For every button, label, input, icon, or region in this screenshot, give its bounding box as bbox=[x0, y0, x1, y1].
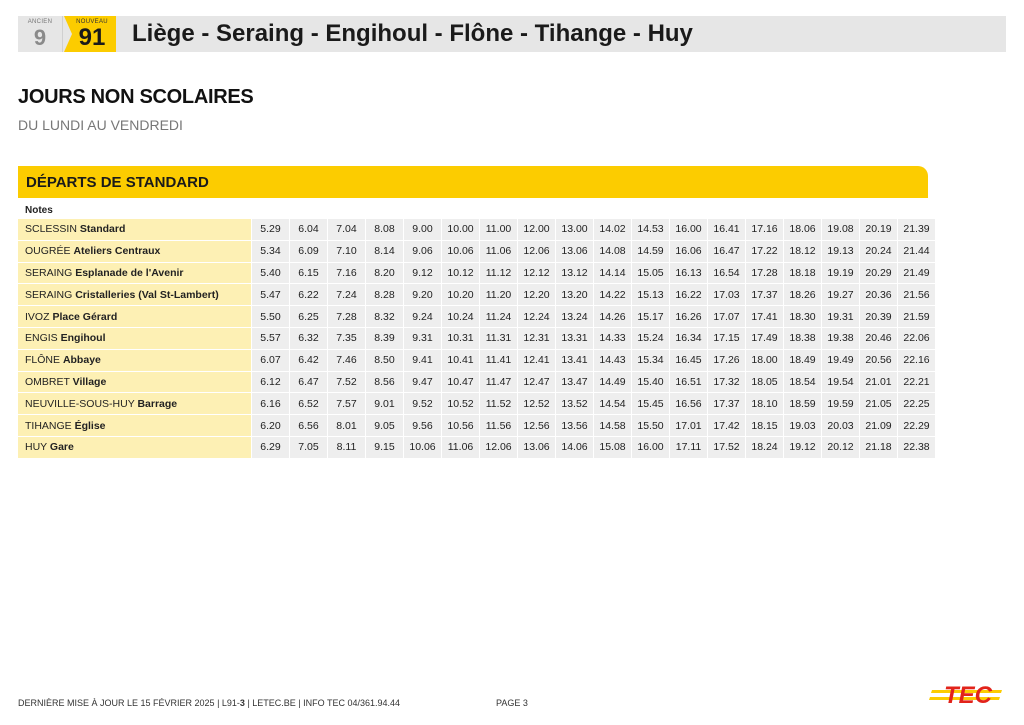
departure-time: 20.29 bbox=[860, 263, 898, 285]
departure-time: 21.18 bbox=[860, 437, 898, 459]
departure-time: 11.20 bbox=[480, 284, 518, 306]
departure-time: 8.20 bbox=[366, 263, 404, 285]
old-line-number: 9 bbox=[33, 25, 47, 50]
departure-time: 19.08 bbox=[822, 219, 860, 241]
departure-time: 19.38 bbox=[822, 328, 860, 350]
departure-time: 18.00 bbox=[746, 350, 784, 372]
route-header bbox=[18, 16, 1006, 52]
departure-time: 16.56 bbox=[670, 393, 708, 415]
stop-town: SCLESSIN bbox=[25, 223, 77, 236]
timetable bbox=[18, 219, 936, 459]
departure-time: 17.15 bbox=[708, 328, 746, 350]
departure-time: 13.20 bbox=[556, 284, 594, 306]
departure-time: 18.05 bbox=[746, 372, 784, 394]
departure-time: 18.26 bbox=[784, 284, 822, 306]
departure-time: 10.56 bbox=[442, 415, 480, 437]
departure-time: 11.41 bbox=[480, 350, 518, 372]
stop-label: Esplanade de l'Avenir bbox=[75, 266, 184, 279]
departure-time: 8.01 bbox=[328, 415, 366, 437]
departure-time: 11.31 bbox=[480, 328, 518, 350]
departure-time: 19.12 bbox=[784, 437, 822, 459]
stop-name bbox=[18, 263, 252, 285]
departure-time: 21.01 bbox=[860, 372, 898, 394]
departure-time: 11.52 bbox=[480, 393, 518, 415]
departure-time: 5.34 bbox=[252, 241, 290, 263]
departure-time: 22.21 bbox=[898, 372, 936, 394]
old-line-label: ANCIEN bbox=[27, 19, 53, 25]
departure-time: 6.56 bbox=[290, 415, 328, 437]
stop-label: Place Gérard bbox=[52, 310, 118, 323]
departure-time: 16.41 bbox=[708, 219, 746, 241]
departure-time: 9.15 bbox=[366, 437, 404, 459]
departure-time: 19.59 bbox=[822, 393, 860, 415]
departure-time: 15.50 bbox=[632, 415, 670, 437]
departure-time: 11.06 bbox=[480, 241, 518, 263]
departure-time: 10.41 bbox=[442, 350, 480, 372]
departure-time: 13.12 bbox=[556, 263, 594, 285]
departure-time: 7.28 bbox=[328, 306, 366, 328]
table-row bbox=[18, 263, 936, 285]
departure-time: 18.59 bbox=[784, 393, 822, 415]
stop-name bbox=[18, 284, 252, 306]
new-line-number: 91 bbox=[78, 24, 106, 51]
departure-time: 14.06 bbox=[556, 437, 594, 459]
departure-time: 7.10 bbox=[328, 241, 366, 263]
stop-name bbox=[18, 306, 252, 328]
departure-time: 19.19 bbox=[822, 263, 860, 285]
departure-time: 15.13 bbox=[632, 284, 670, 306]
table-row bbox=[18, 393, 936, 415]
departure-time: 6.12 bbox=[252, 372, 290, 394]
table-row bbox=[18, 219, 936, 241]
stop-label: Église bbox=[74, 419, 106, 432]
stop-label: Ateliers Centraux bbox=[73, 245, 161, 258]
departure-time: 20.19 bbox=[860, 219, 898, 241]
departure-time: 20.46 bbox=[860, 328, 898, 350]
timetable-body bbox=[18, 219, 936, 459]
section-title: JOURS NON SCOLAIRES bbox=[18, 86, 254, 108]
stop-town: NEUVILLE-SOUS-HUY bbox=[25, 397, 135, 410]
notes-label: Notes bbox=[25, 205, 53, 216]
footer-info-prefix: DERNIÈRE MISE À JOUR LE 15 FÉVRIER 2025 | L91- bbox=[18, 698, 240, 708]
stop-town: ENGIS bbox=[25, 332, 58, 345]
departures-label: DÉPARTS DE STANDARD bbox=[26, 174, 209, 191]
departure-time: 6.07 bbox=[252, 350, 290, 372]
departure-time: 6.25 bbox=[290, 306, 328, 328]
departure-time: 17.22 bbox=[746, 241, 784, 263]
departure-time: 17.07 bbox=[708, 306, 746, 328]
departure-time: 5.47 bbox=[252, 284, 290, 306]
departure-time: 9.24 bbox=[404, 306, 442, 328]
stop-name bbox=[18, 328, 252, 350]
departure-time: 10.00 bbox=[442, 219, 480, 241]
departure-time: 20.39 bbox=[860, 306, 898, 328]
departure-time: 13.06 bbox=[556, 241, 594, 263]
departure-time: 13.31 bbox=[556, 328, 594, 350]
table-row bbox=[18, 350, 936, 372]
departure-time: 6.29 bbox=[252, 437, 290, 459]
table-row bbox=[18, 437, 936, 459]
departure-time: 9.00 bbox=[404, 219, 442, 241]
stop-label: Village bbox=[72, 375, 107, 388]
departure-time: 6.22 bbox=[290, 284, 328, 306]
departure-time: 20.36 bbox=[860, 284, 898, 306]
stop-label: Abbaye bbox=[62, 354, 101, 367]
departure-time: 22.06 bbox=[898, 328, 936, 350]
departure-time: 8.56 bbox=[366, 372, 404, 394]
departure-time: 19.49 bbox=[822, 350, 860, 372]
departure-time: 6.47 bbox=[290, 372, 328, 394]
table-row bbox=[18, 241, 936, 263]
departure-time: 21.44 bbox=[898, 241, 936, 263]
stop-name bbox=[18, 415, 252, 437]
departure-time: 17.26 bbox=[708, 350, 746, 372]
departure-time: 19.03 bbox=[784, 415, 822, 437]
departure-time: 8.11 bbox=[328, 437, 366, 459]
stop-label: Standard bbox=[79, 223, 126, 236]
departure-time: 21.09 bbox=[860, 415, 898, 437]
departure-time: 19.13 bbox=[822, 241, 860, 263]
stop-name bbox=[18, 393, 252, 415]
departure-time: 9.47 bbox=[404, 372, 442, 394]
departure-time: 6.16 bbox=[252, 393, 290, 415]
departure-time: 9.01 bbox=[366, 393, 404, 415]
departure-time: 14.08 bbox=[594, 241, 632, 263]
departure-time: 10.06 bbox=[442, 241, 480, 263]
departure-time: 12.06 bbox=[518, 241, 556, 263]
departure-time: 16.51 bbox=[670, 372, 708, 394]
departure-time: 9.12 bbox=[404, 263, 442, 285]
new-line-badge bbox=[64, 16, 116, 52]
stop-label: Engihoul bbox=[60, 332, 106, 345]
departure-time: 18.06 bbox=[784, 219, 822, 241]
departure-time: 10.12 bbox=[442, 263, 480, 285]
stop-label: Barrage bbox=[137, 397, 178, 410]
departure-time: 12.56 bbox=[518, 415, 556, 437]
departure-time: 17.03 bbox=[708, 284, 746, 306]
stop-name bbox=[18, 219, 252, 241]
departure-time: 10.31 bbox=[442, 328, 480, 350]
departure-time: 13.24 bbox=[556, 306, 594, 328]
departure-time: 17.01 bbox=[670, 415, 708, 437]
departure-time: 6.04 bbox=[290, 219, 328, 241]
departure-time: 9.06 bbox=[404, 241, 442, 263]
route-title: Liège - Seraing - Engihoul - Flône - Tihange - Huy bbox=[132, 20, 693, 47]
departure-time: 20.03 bbox=[822, 415, 860, 437]
departure-time: 18.18 bbox=[784, 263, 822, 285]
departure-time: 9.56 bbox=[404, 415, 442, 437]
departure-time: 6.09 bbox=[290, 241, 328, 263]
departure-time: 16.00 bbox=[670, 219, 708, 241]
departure-time: 22.16 bbox=[898, 350, 936, 372]
departures-bar bbox=[18, 166, 928, 198]
departure-time: 21.49 bbox=[898, 263, 936, 285]
departure-time: 16.22 bbox=[670, 284, 708, 306]
departure-time: 10.06 bbox=[404, 437, 442, 459]
stop-town: TIHANGE bbox=[25, 419, 72, 432]
departure-time: 15.17 bbox=[632, 306, 670, 328]
departure-time: 16.00 bbox=[632, 437, 670, 459]
departure-time: 18.49 bbox=[784, 350, 822, 372]
departure-time: 14.43 bbox=[594, 350, 632, 372]
departure-time: 9.05 bbox=[366, 415, 404, 437]
departure-time: 8.28 bbox=[366, 284, 404, 306]
table-row bbox=[18, 372, 936, 394]
departure-time: 17.37 bbox=[708, 393, 746, 415]
departure-time: 13.47 bbox=[556, 372, 594, 394]
departure-time: 10.24 bbox=[442, 306, 480, 328]
departure-time: 20.12 bbox=[822, 437, 860, 459]
stop-name bbox=[18, 372, 252, 394]
table-row bbox=[18, 328, 936, 350]
departure-time: 15.45 bbox=[632, 393, 670, 415]
departure-time: 15.05 bbox=[632, 263, 670, 285]
table-row bbox=[18, 306, 936, 328]
departure-time: 7.35 bbox=[328, 328, 366, 350]
departure-time: 14.14 bbox=[594, 263, 632, 285]
stop-name bbox=[18, 241, 252, 263]
departure-time: 13.56 bbox=[556, 415, 594, 437]
departure-time: 16.45 bbox=[670, 350, 708, 372]
departure-time: 15.08 bbox=[594, 437, 632, 459]
departure-time: 8.39 bbox=[366, 328, 404, 350]
stop-town: IVOZ bbox=[25, 310, 50, 323]
departure-time: 9.20 bbox=[404, 284, 442, 306]
departure-time: 16.34 bbox=[670, 328, 708, 350]
departure-time: 13.41 bbox=[556, 350, 594, 372]
departure-time: 20.24 bbox=[860, 241, 898, 263]
page-number: PAGE 3 bbox=[496, 698, 528, 708]
departure-time: 14.54 bbox=[594, 393, 632, 415]
departure-time: 17.42 bbox=[708, 415, 746, 437]
departure-time: 11.12 bbox=[480, 263, 518, 285]
departure-time: 7.04 bbox=[328, 219, 366, 241]
departure-time: 13.52 bbox=[556, 393, 594, 415]
logo-text: TEC bbox=[944, 682, 992, 709]
departure-time: 14.49 bbox=[594, 372, 632, 394]
table-row bbox=[18, 284, 936, 306]
departure-time: 16.06 bbox=[670, 241, 708, 263]
departure-time: 14.58 bbox=[594, 415, 632, 437]
departure-time: 14.59 bbox=[632, 241, 670, 263]
stop-name bbox=[18, 350, 252, 372]
departure-time: 19.31 bbox=[822, 306, 860, 328]
departure-time: 12.24 bbox=[518, 306, 556, 328]
departure-time: 5.57 bbox=[252, 328, 290, 350]
departure-time: 5.29 bbox=[252, 219, 290, 241]
departure-time: 18.12 bbox=[784, 241, 822, 263]
departure-time: 14.26 bbox=[594, 306, 632, 328]
departure-time: 16.54 bbox=[708, 263, 746, 285]
stop-town: OMBRET bbox=[25, 375, 70, 388]
departure-time: 9.41 bbox=[404, 350, 442, 372]
departure-time: 6.42 bbox=[290, 350, 328, 372]
departure-time: 14.33 bbox=[594, 328, 632, 350]
tec-logo bbox=[928, 678, 1006, 710]
departure-time: 12.12 bbox=[518, 263, 556, 285]
departure-time: 22.29 bbox=[898, 415, 936, 437]
departure-time: 10.52 bbox=[442, 393, 480, 415]
departure-time: 11.00 bbox=[480, 219, 518, 241]
departure-time: 6.15 bbox=[290, 263, 328, 285]
departure-time: 15.40 bbox=[632, 372, 670, 394]
stop-town: SERAING bbox=[25, 266, 73, 279]
departure-time: 9.52 bbox=[404, 393, 442, 415]
departure-time: 21.05 bbox=[860, 393, 898, 415]
old-line-badge bbox=[18, 16, 63, 52]
departure-time: 16.47 bbox=[708, 241, 746, 263]
departure-time: 17.16 bbox=[746, 219, 784, 241]
departure-time: 11.06 bbox=[442, 437, 480, 459]
departure-time: 7.24 bbox=[328, 284, 366, 306]
departure-time: 11.56 bbox=[480, 415, 518, 437]
departure-time: 8.14 bbox=[366, 241, 404, 263]
departure-time: 18.15 bbox=[746, 415, 784, 437]
table-row bbox=[18, 415, 936, 437]
departure-time: 14.53 bbox=[632, 219, 670, 241]
departure-time: 7.57 bbox=[328, 393, 366, 415]
footer-info bbox=[18, 698, 400, 708]
departure-time: 17.49 bbox=[746, 328, 784, 350]
new-line-label: NOUVEAU bbox=[76, 19, 108, 25]
departure-time: 19.54 bbox=[822, 372, 860, 394]
departure-time: 21.56 bbox=[898, 284, 936, 306]
departure-time: 12.47 bbox=[518, 372, 556, 394]
departure-time: 6.32 bbox=[290, 328, 328, 350]
departure-time: 12.20 bbox=[518, 284, 556, 306]
footer-info-suffix: | LETEC.BE | INFO TEC 04/361.94.44 bbox=[244, 698, 401, 708]
departure-time: 12.41 bbox=[518, 350, 556, 372]
departure-time: 10.20 bbox=[442, 284, 480, 306]
stop-town: SERAING bbox=[25, 288, 73, 301]
departure-time: 5.50 bbox=[252, 306, 290, 328]
departure-time: 12.00 bbox=[518, 219, 556, 241]
departure-time: 12.52 bbox=[518, 393, 556, 415]
stop-label: Cristalleries (Val St-Lambert) bbox=[75, 288, 219, 301]
departure-time: 11.47 bbox=[480, 372, 518, 394]
departure-time: 5.40 bbox=[252, 263, 290, 285]
departure-time: 17.52 bbox=[708, 437, 746, 459]
departure-time: 17.28 bbox=[746, 263, 784, 285]
stop-town: FLÔNE bbox=[25, 354, 61, 367]
departure-time: 15.24 bbox=[632, 328, 670, 350]
departure-time: 13.00 bbox=[556, 219, 594, 241]
departure-time: 8.32 bbox=[366, 306, 404, 328]
departure-time: 7.52 bbox=[328, 372, 366, 394]
departure-time: 12.31 bbox=[518, 328, 556, 350]
departure-time: 17.41 bbox=[746, 306, 784, 328]
departure-time: 18.38 bbox=[784, 328, 822, 350]
departure-time: 9.31 bbox=[404, 328, 442, 350]
departure-time: 17.11 bbox=[670, 437, 708, 459]
departure-time: 10.47 bbox=[442, 372, 480, 394]
departure-time: 17.37 bbox=[746, 284, 784, 306]
stop-label: Gare bbox=[49, 441, 74, 454]
departure-time: 8.50 bbox=[366, 350, 404, 372]
departure-time: 8.08 bbox=[366, 219, 404, 241]
departure-time: 15.34 bbox=[632, 350, 670, 372]
departure-time: 21.59 bbox=[898, 306, 936, 328]
stop-town: HUY bbox=[25, 441, 47, 454]
departure-time: 11.24 bbox=[480, 306, 518, 328]
departure-time: 7.16 bbox=[328, 263, 366, 285]
departure-time: 7.05 bbox=[290, 437, 328, 459]
departure-time: 18.54 bbox=[784, 372, 822, 394]
section-subtitle: DU LUNDI AU VENDREDI bbox=[18, 117, 183, 133]
departure-time: 14.02 bbox=[594, 219, 632, 241]
stop-town: OUGRÉE bbox=[25, 245, 71, 258]
departure-time: 20.56 bbox=[860, 350, 898, 372]
stop-name bbox=[18, 437, 252, 459]
footer-page-code: 3 bbox=[239, 698, 245, 708]
departure-time: 22.38 bbox=[898, 437, 936, 459]
departure-time: 19.27 bbox=[822, 284, 860, 306]
departure-time: 21.39 bbox=[898, 219, 936, 241]
departure-time: 18.30 bbox=[784, 306, 822, 328]
departure-time: 17.32 bbox=[708, 372, 746, 394]
departure-time: 14.22 bbox=[594, 284, 632, 306]
departure-time: 22.25 bbox=[898, 393, 936, 415]
departure-time: 6.52 bbox=[290, 393, 328, 415]
departure-time: 16.13 bbox=[670, 263, 708, 285]
departure-time: 13.06 bbox=[518, 437, 556, 459]
departure-time: 6.20 bbox=[252, 415, 290, 437]
departure-time: 7.46 bbox=[328, 350, 366, 372]
departure-time: 16.26 bbox=[670, 306, 708, 328]
departure-time: 18.10 bbox=[746, 393, 784, 415]
departure-time: 18.24 bbox=[746, 437, 784, 459]
departure-time: 12.06 bbox=[480, 437, 518, 459]
